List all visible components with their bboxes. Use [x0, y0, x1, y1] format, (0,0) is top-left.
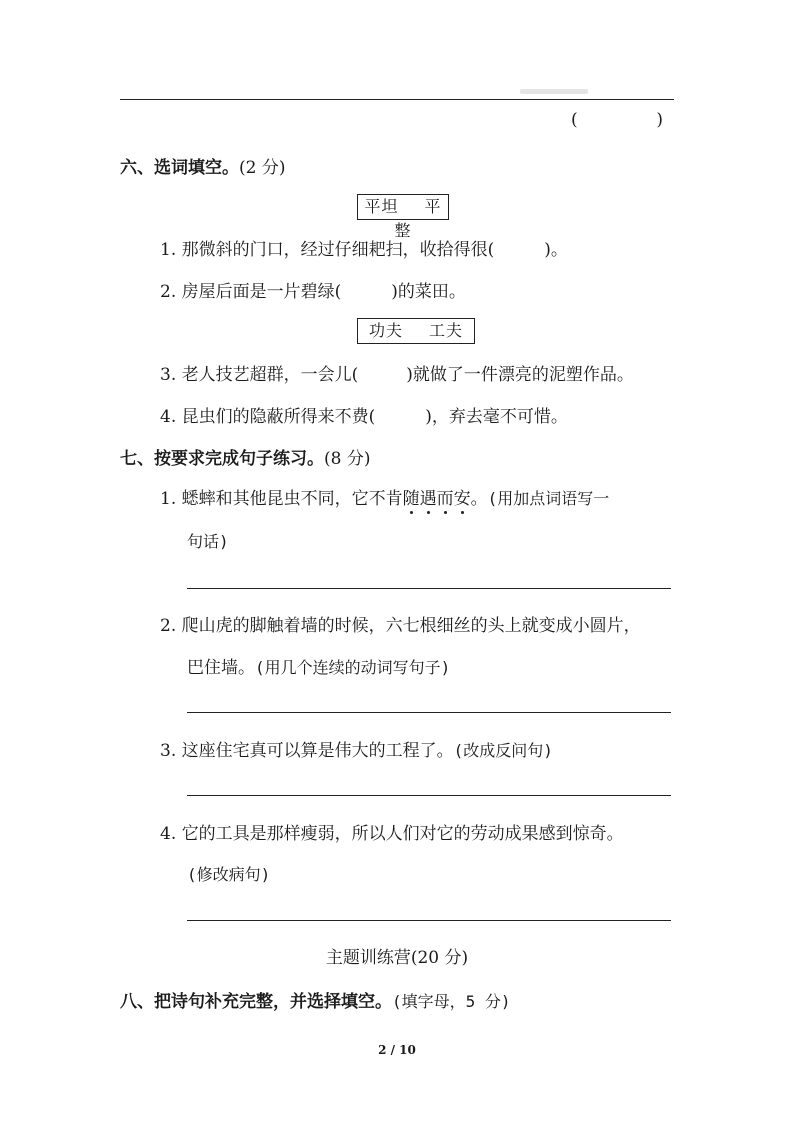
item-text-before: 房屋后面是一片碧绿( [181, 282, 342, 302]
question-instruction: (用加点词语写一 [487, 489, 610, 508]
question-instruction: (修改病句) [187, 865, 271, 884]
item-text-before: 那微斜的门口，经过仔细耙扫，收拾得很( [181, 240, 495, 260]
question-text-end: 。 [470, 489, 488, 509]
item-number: 4. [160, 407, 177, 427]
answer-parentheses [571, 110, 663, 130]
question-text: 爬山虎的脚触着墙的时候，六七根细丝的头上就变成小圆片， [181, 616, 641, 636]
sentence-question-2 [160, 611, 641, 636]
item-text-after: )就做了一件漂亮的泥塑作品。 [406, 365, 634, 385]
sentence-question-3 [160, 736, 553, 761]
answer-line-4[interactable] [187, 920, 671, 921]
answer-line-2[interactable] [187, 712, 671, 713]
question-text: 它的工具是那样瘦弱，所以人们对它的劳动成果感到惊奇。 [181, 824, 624, 844]
paren-close: ) [656, 110, 663, 130]
paren-open: ( [571, 110, 578, 130]
question-text-cont: 巴住墙。 [187, 658, 255, 678]
dotted-char: 随 [403, 484, 420, 509]
word-choice-2a: 功夫 [368, 321, 403, 340]
sentence-question-1 [160, 484, 609, 509]
theme-section-title: 主题训练营(20 分) [325, 948, 469, 968]
dotted-char: 而 [437, 484, 454, 509]
section-8-title: 八、把诗句补充完整，并选择填空。 [120, 992, 392, 1012]
fill-item-2 [160, 277, 466, 302]
answer-line-1[interactable] [187, 588, 671, 589]
answer-line-3[interactable] [187, 795, 671, 796]
fill-item-1 [160, 235, 568, 260]
page-number: 2 / 10 [378, 1043, 416, 1057]
section-7-title: 七、按要求完成句子练习。 [120, 449, 324, 469]
word-choice-box-2 [357, 318, 475, 344]
fill-item-4 [160, 402, 568, 427]
header-watermark-mark [520, 89, 588, 94]
word-choice-1b: 平整 [394, 197, 442, 240]
dotted-char: 遇 [420, 484, 437, 509]
section-7-score: (8 分) [324, 449, 371, 469]
item-text-before: 老人技艺超群，一会儿( [181, 365, 359, 385]
item-number: 2. [160, 282, 177, 302]
question-text: 这座住宅真可以算是伟大的工程了。 [181, 741, 454, 761]
section-8-note: (填字母，5 分) [392, 992, 511, 1011]
section-6-score: (2 分) [239, 158, 286, 178]
question-instruction: (改成反问句) [453, 741, 553, 760]
item-text-after: )的菜田。 [391, 282, 466, 302]
word-choice-box-1 [357, 194, 449, 240]
question-text: 蟋蟀和其他昆虫不同，它不肯 [181, 489, 403, 509]
section-6-heading [120, 153, 285, 178]
item-text-after: )，弃去毫不可惜。 [425, 407, 568, 427]
item-text-after: )。 [544, 240, 568, 260]
header-rule [120, 99, 674, 100]
word-choice-2b: 工夫 [429, 321, 464, 340]
question-instruction: (用几个连续的动词写句子) [255, 658, 451, 677]
question-instruction-cont: 句话) [187, 532, 229, 551]
question-number: 3. [160, 741, 177, 761]
section-6-title: 六、选词填空。 [120, 158, 239, 178]
question-number: 2. [160, 616, 177, 636]
section-8-heading [120, 987, 511, 1012]
item-number: 1. [160, 240, 177, 260]
fill-item-3 [160, 360, 634, 385]
item-text-before: 昆虫们的隐蔽所得来不费( [181, 407, 376, 427]
question-number: 1. [160, 489, 177, 509]
word-choice-1a: 平坦 [364, 197, 399, 216]
question-number: 4. [160, 824, 177, 844]
section-7-heading [120, 444, 370, 469]
dotted-char: 安 [454, 484, 471, 509]
sentence-question-4 [160, 819, 624, 844]
item-number: 3. [160, 365, 177, 385]
sentence-question-2-cont [187, 653, 450, 678]
